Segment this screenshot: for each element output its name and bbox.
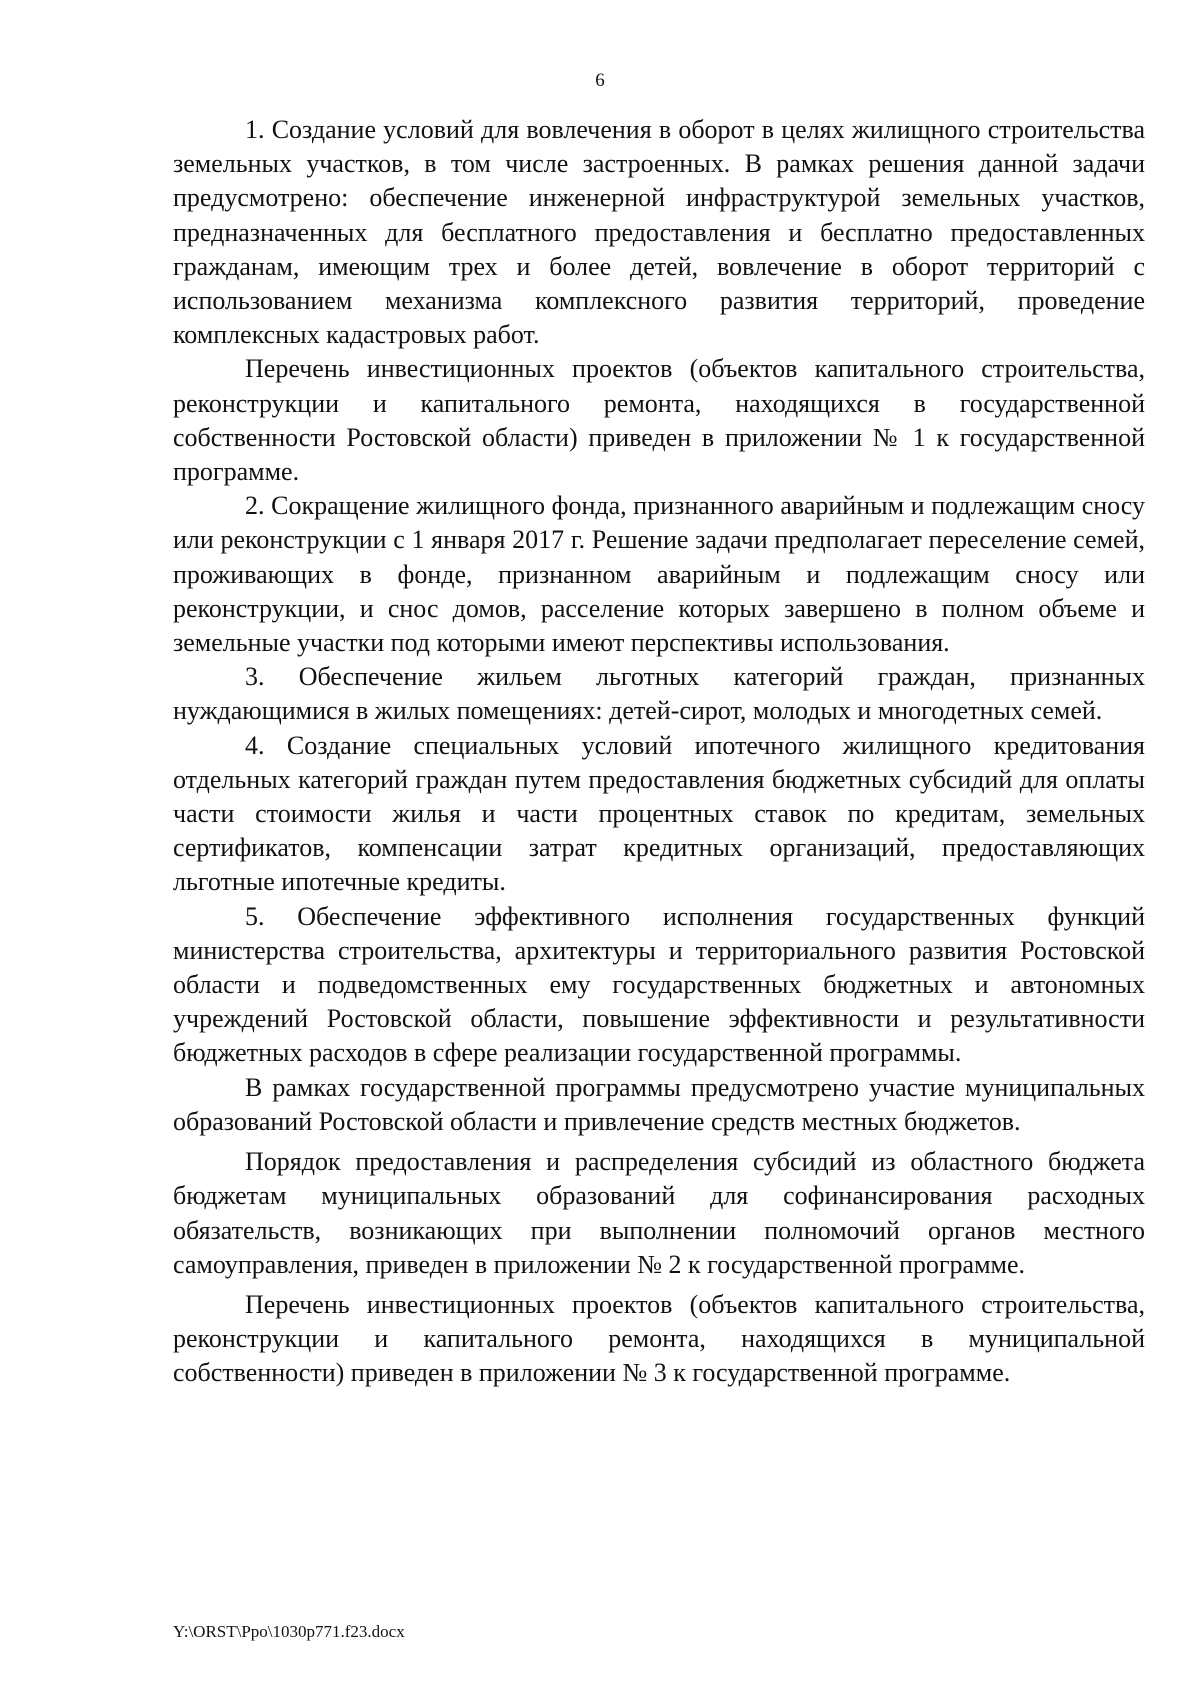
paragraph-task-3: 3. Обеспечение жильем льготных категорий граждан, признанных нуждающимися в жилых помещениях: детей-сирот, молодых и многодетных семей. <box>173 662 1145 726</box>
page-number: 6 <box>595 70 605 91</box>
paragraph-task-1: 1. Создание условий для вовлечения в оборот в целях жилищного строительства земельных участков, в том числе застроенных. В рамках решения данной задачи предусмотрено: обеспечение инженерной инфраструктурой земельных участков, предназначенных для бесплатного предоставления и бесплатно предоставленных гражданам, имеющим трех и более детей, вовлечение в оборот территорий с использованием механизма комплексного развития территорий, проведение комплексных кадастровых работ. <box>173 115 1145 350</box>
paragraph-municipal-participation: В рамках государственной программы предусмотрено участие муниципальных образований Ростовской области и привлечение средств местных бюджетов. <box>173 1072 1145 1136</box>
document-body <box>173 113 1145 1391</box>
paragraph-subsidy-procedure: Порядок предоставления и распределения субсидий из областного бюджета бюджетам муниципальных образований для софинансирования расходных обязательств, возникающих при выполнении полномочий органов местного самоуправления, приведен в приложении № 2 к государственной программе. <box>173 1147 1145 1279</box>
paragraph-task-2: 2. Сокращение жилищного фонда, признанного аварийным и подлежащим сносу или реконструкции с 1 января 2017 г. Решение задачи предполагает переселение семей, проживающих в фонде, признанном аварийным и подлежащим сносу или реконструкции, и снос домов, расселение которых завершено в полном объеме и земельные участки под которыми имеют перспективы использования. <box>173 491 1145 658</box>
paragraph-investment-list-municipal: Перечень инвестиционных проектов (объектов капитального строительства, реконструкции и капитального ремонта, находящихся в муниципальной собственности) приведен в приложении № 3 к государственной программе. <box>173 1289 1145 1388</box>
footer-file-path: Y:\ORST\Ppo\1030p771.f23.docx <box>173 1622 405 1641</box>
paragraph-task-4: 4. Создание специальных условий ипотечного жилищного кредитования отдельных категорий граждан путем предоставления бюджетных субсидий для оплаты части стоимости жилья и части процентных ставок по кредитам, земельных сертификатов, компенсации затрат кредитных организаций, предоставляющих льготные ипотечные кредиты. <box>173 730 1145 897</box>
paragraph-investment-list-state: Перечень инвестиционных проектов (объектов капитального строительства, реконструкции и капитального ремонта, находящихся в государственной собственности Ростовской области) приведен в приложении № 1 к государственной программе. <box>173 354 1145 487</box>
paragraph-task-5: 5. Обеспечение эффективного исполнения государственных функций министерства строительства, архитектуры и территориального развития Ростовской области и подведомственных ему государственных бюджетных и автономных учреждений Ростовской области, повышение эффективности и результативности бюджетных расходов в сфере реализации государственной программы. <box>173 901 1145 1068</box>
